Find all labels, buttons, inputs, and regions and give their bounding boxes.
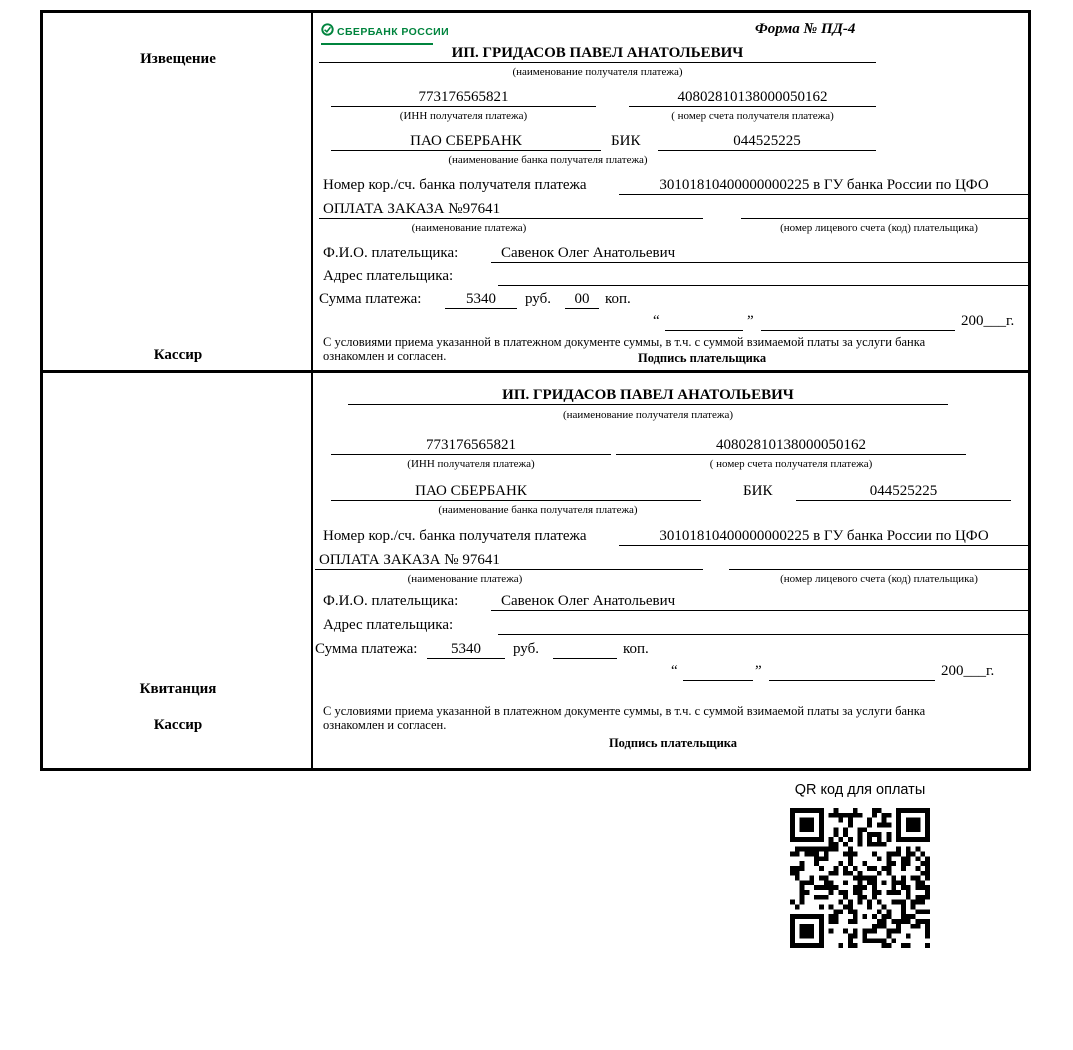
date-day-blank-line — [665, 311, 743, 331]
bik-label: БИК — [611, 133, 641, 149]
inn-value: 773176565821 — [331, 435, 611, 455]
qr-code-label: QR код для оплаты — [794, 782, 926, 798]
corr-account-value: 30101810400000000225 в ГУ банка России по ЦФО — [619, 526, 1029, 546]
agreement-text — [323, 704, 973, 732]
bank-caption: (наименование банка получателя платежа) — [438, 504, 638, 516]
receipt-content — [313, 373, 1028, 768]
bik-value: 044525225 — [658, 131, 876, 151]
payer-name-value: Савенок Олег Анатольевич — [491, 591, 1029, 611]
inn-caption: (ИНН получателя платежа) — [407, 458, 535, 470]
amount-kop-value — [553, 639, 617, 659]
personal-account-blank-line — [741, 199, 1029, 219]
cashier-label: Кассир — [153, 717, 203, 733]
notice-label-column — [43, 13, 313, 370]
sberbank-logo-icon — [321, 23, 334, 41]
bank-name: ПАО СБЕРБАНК — [331, 131, 601, 151]
payer-name-label: Ф.И.О. плательщика: — [323, 593, 459, 609]
rub-label: руб. — [513, 641, 539, 657]
bik-label: БИК — [743, 483, 773, 499]
kop-label: коп. — [623, 641, 649, 657]
date-month-blank-line — [761, 311, 955, 331]
amount-rub-value: 5340 — [427, 639, 505, 659]
corr-account-label: Номер кор./сч. банка получателя платежа — [323, 177, 587, 193]
date-quote-close: ” — [747, 313, 754, 329]
form-number: Форма № ПД-4 — [755, 21, 856, 37]
personal-account-caption: (номер лицевого счета (код) плательщика) — [780, 573, 978, 585]
amount-rub-value: 5340 — [445, 289, 517, 309]
personal-account-caption: (номер лицевого счета (код) плательщика) — [780, 222, 978, 234]
payer-address-blank-line — [498, 615, 1029, 635]
agreement-line-2: ознакомлен и согласен. — [323, 718, 447, 732]
account-caption: ( номер счета получателя платежа) — [709, 458, 873, 470]
bank-caption: (наименование банка получателя платежа) — [448, 154, 648, 166]
payer-address-blank-line — [498, 266, 1029, 286]
recipient-caption: (наименование получателя платежа) — [512, 66, 683, 78]
payment-name: ОПЛАТА ЗАКАЗА № 97641 — [315, 550, 703, 570]
date-year-label: 200___г. — [941, 663, 995, 679]
personal-account-blank-line — [729, 550, 1029, 570]
payer-address-label: Адрес плательщика: — [323, 617, 454, 633]
amount-label: Сумма платежа: — [315, 641, 418, 657]
recipient-name: ИП. ГРИДАСОВ ПАВЕЛ АНАТОЛЬЕВИЧ — [348, 385, 948, 405]
sberbank-logo-text: СБЕРБАНК РОССИИ — [337, 26, 450, 38]
date-year-label: 200___г. — [961, 313, 1015, 329]
sberbank-logo — [321, 23, 451, 45]
inn-caption: (ИНН получателя платежа) — [399, 110, 528, 122]
payment-form-pd4 — [40, 10, 1031, 771]
amount-label: Сумма платежа: — [319, 291, 422, 307]
payer-address-label: Адрес плательщика: — [323, 268, 454, 284]
date-quote-open: “ — [671, 663, 678, 679]
date-quote-open: “ — [653, 313, 660, 329]
agreement-line-1: С условиями приема указанной в платежном документе суммы, в т.ч. с суммой взимаемой платы за услуги банка — [323, 704, 926, 718]
bik-value: 044525225 — [796, 481, 1011, 501]
bank-name: ПАО СБЕРБАНК — [331, 481, 701, 501]
date-month-blank-line — [769, 661, 935, 681]
kop-label: коп. — [605, 291, 631, 307]
corr-account-value: 30101810400000000225 в ГУ банка России по ЦФО — [619, 175, 1029, 195]
agreement-line-2: ознакомлен и согласен. — [323, 349, 447, 363]
cashier-label: Кассир — [153, 347, 203, 363]
corr-account-label: Номер кор./сч. банка получателя платежа — [323, 528, 587, 544]
amount-kop-value: 00 — [565, 289, 599, 309]
date-day-blank-line — [683, 661, 753, 681]
section-title: Извещение — [140, 51, 216, 67]
signature-label: Подпись плательщика — [638, 351, 767, 365]
date-quote-close: ” — [755, 663, 762, 679]
signature-label: Подпись плательщика — [608, 736, 738, 750]
payment-caption: (наименование платежа) — [411, 222, 527, 234]
receipt-label-column — [43, 373, 313, 768]
recipient-caption: (наименование получателя платежа) — [562, 409, 734, 421]
payer-name-label: Ф.И.О. плательщика: — [323, 245, 459, 261]
account-caption: ( номер счета получателя платежа) — [671, 110, 834, 122]
agreement-line-1: С условиями приема указанной в платежном документе суммы, в т.ч. с суммой взимаемой платы за услуги банка — [323, 335, 926, 349]
notice-section — [43, 13, 1028, 373]
payment-caption: (наименование платежа) — [407, 573, 523, 585]
payer-name-value: Савенок Олег Анатольевич — [491, 243, 1029, 263]
qr-code — [790, 808, 930, 948]
inn-value: 773176565821 — [331, 87, 596, 107]
recipient-name: ИП. ГРИДАСОВ ПАВЕЛ АНАТОЛЬЕВИЧ — [319, 43, 876, 63]
notice-content — [313, 13, 1028, 370]
rub-label: руб. — [525, 291, 551, 307]
account-value: 40802810138000050162 — [616, 435, 966, 455]
section-title: Квитанция — [139, 681, 217, 697]
account-value: 40802810138000050162 — [629, 87, 876, 107]
payment-name: ОПЛАТА ЗАКАЗА №97641 — [319, 199, 703, 219]
receipt-section — [43, 373, 1028, 768]
